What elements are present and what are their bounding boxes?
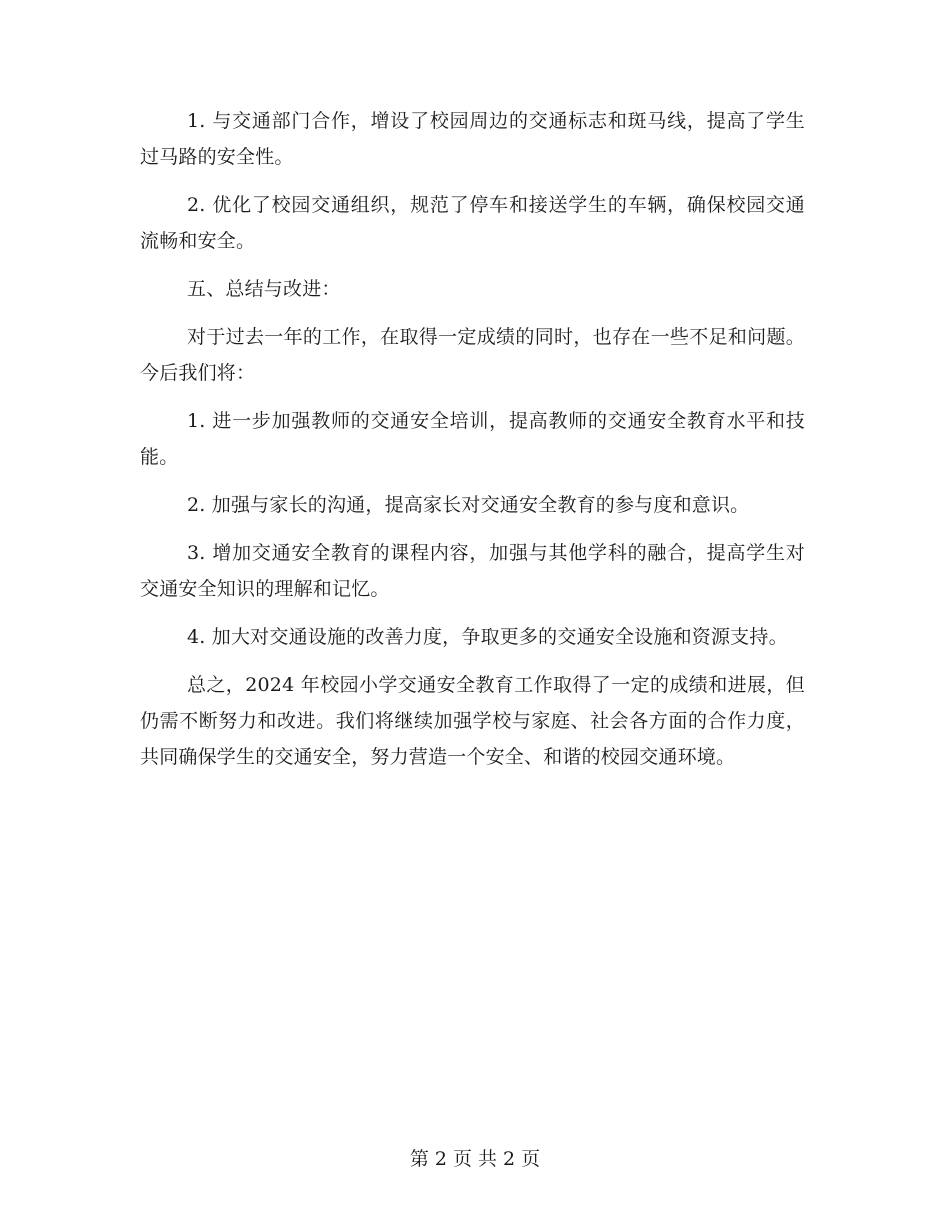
paragraph-item-1: 1. 与交通部门合作，增设了校园周边的交通标志和斑马线，提高了学生过马路的安全性。 [140,110,805,168]
paragraph-improve-3: 3. 增加交通安全教育的课程内容，加强与其他学科的融合，提高学生对交通安全知识的理解和记忆。 [140,542,805,600]
paragraph-conclusion: 总之，2024 年校园小学交通安全教育工作取得了一定的成绩和进展，但仍需不断努力和改进。我们将继续加强学校与家庭、社会各方面的合作力度，共同确保学生的交通安全，努力营造一个安全、和谐的校园交通环境。 [140,674,805,768]
paragraph-improve-4: 4. 加大对交通设施的改善力度，争取更多的交通安全设施和资源支持。 [187,626,788,648]
document-body [140,103,805,787]
page-footer: 第 2 页 共 2 页 [409,1148,541,1170]
section-heading: 五、总结与改进： [187,278,341,300]
paragraph-intro: 对于过去一年的工作，在取得一定成绩的同时，也存在一些不足和问题。今后我们将： [140,326,805,384]
paragraph-item-2: 2. 优化了校园交通组织，规范了停车和接送学生的车辆，确保校园交通流畅和安全。 [140,194,805,252]
paragraph-improve-1: 1. 进一步加强教师的交通安全培训，提高教师的交通安全教育水平和技能。 [140,410,805,468]
paragraph-improve-2: 2. 加强与家长的沟通，提高家长对交通安全教育的参与度和意识。 [187,494,750,516]
